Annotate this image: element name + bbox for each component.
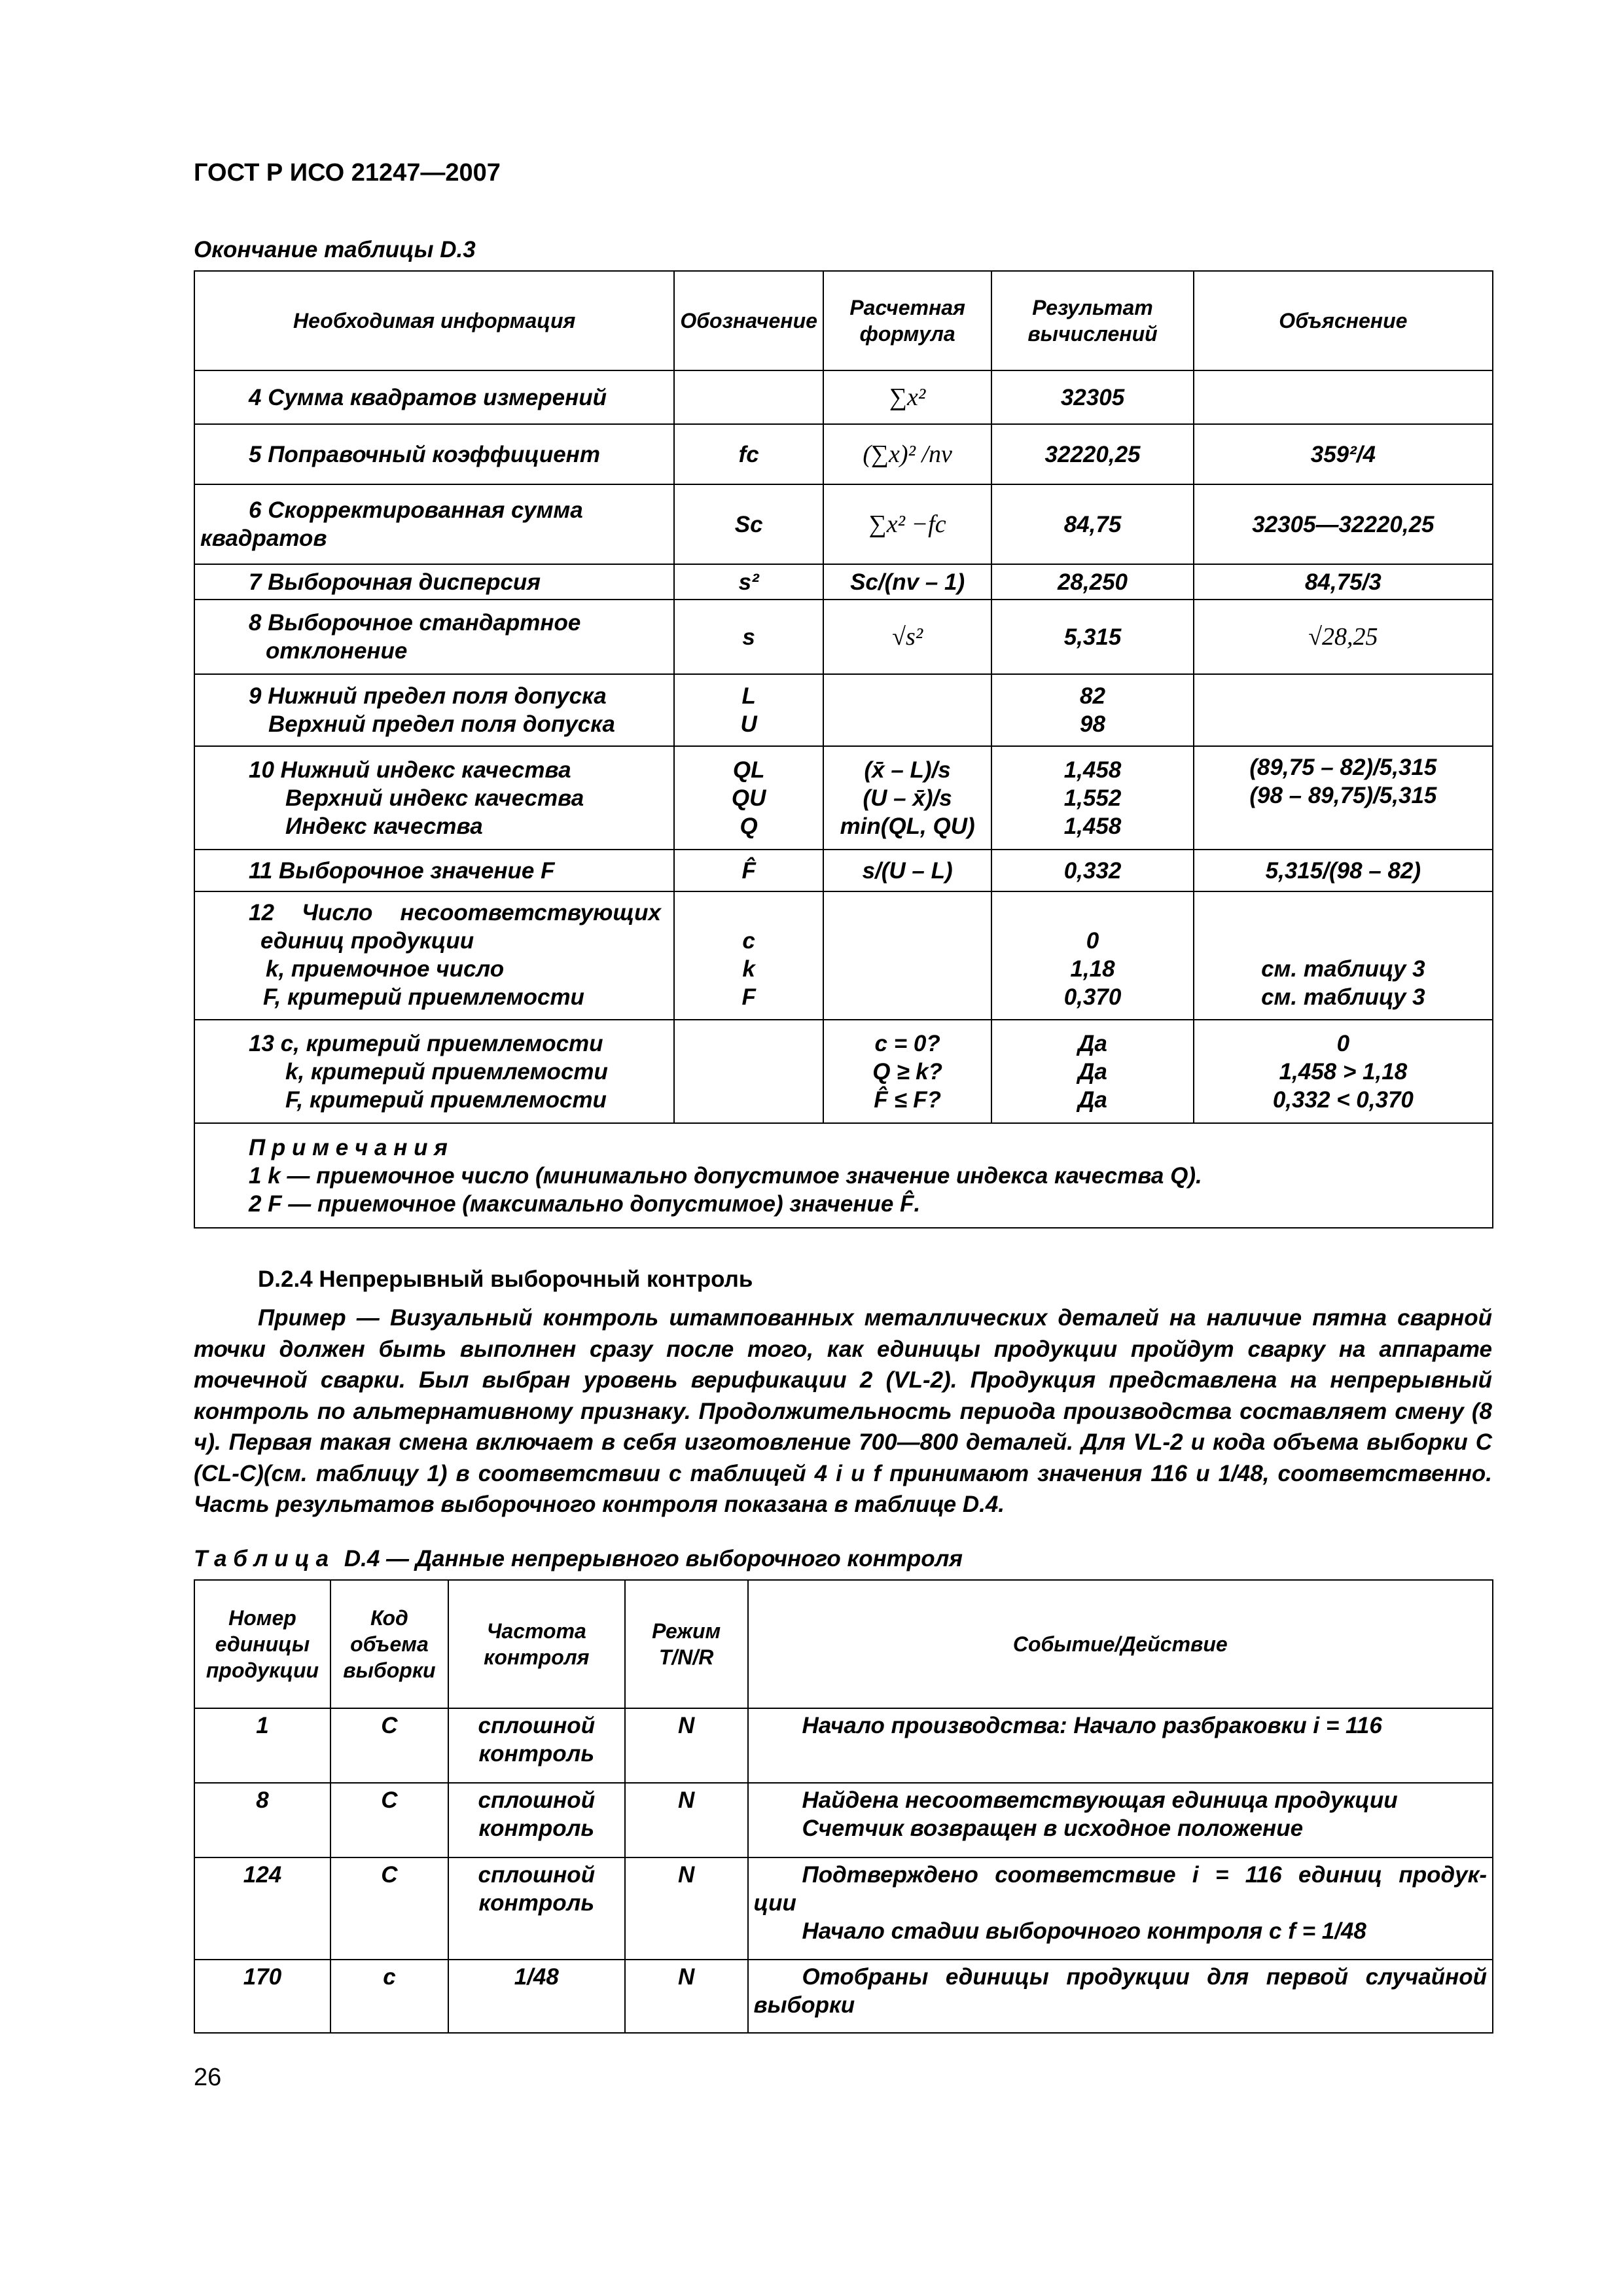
result-line: 0,370 xyxy=(1063,984,1122,1010)
mode-cell: N xyxy=(625,1960,748,2033)
frequency-cell xyxy=(448,1708,625,1783)
frequency-cell xyxy=(448,1783,625,1857)
col-header-formula: Расчетная формула xyxy=(823,271,991,370)
table-row xyxy=(194,1857,1493,1960)
symbol-cell: s² xyxy=(674,564,823,600)
info-line: 6 Скорректированная сумма xyxy=(249,497,583,523)
table-row xyxy=(194,1960,1493,2033)
col-header-symbol: Обозначение xyxy=(674,271,823,370)
symbol-cell xyxy=(674,1020,823,1123)
code-cell: C xyxy=(330,1783,448,1857)
event-line: Начало стадии выборочного контроля с f = 1/48 xyxy=(802,1918,1366,1944)
explain-cell xyxy=(1194,746,1493,850)
table-row xyxy=(194,484,1493,564)
result-cell: 84,75 xyxy=(991,484,1193,564)
info-cell xyxy=(194,600,674,674)
info-line: k, критерий приемлемости xyxy=(285,1058,608,1085)
unit-cell: 124 xyxy=(194,1857,330,1960)
info-cell xyxy=(194,484,674,564)
info-line: Верхний предел поля допуска xyxy=(268,711,615,737)
explain-cell: √28,25 xyxy=(1194,600,1493,674)
result-cell: 32305 xyxy=(991,370,1193,424)
table-d3-header-row xyxy=(194,271,1493,370)
symbol-cell xyxy=(674,891,823,1020)
info-line: квадратов xyxy=(200,526,327,551)
table-d3 xyxy=(194,270,1493,1229)
event-line: Отобраны единицы продукции для первой случайной xyxy=(802,1964,1487,1990)
table-row xyxy=(194,746,1493,850)
col-header-explain: Объяснение xyxy=(1194,271,1493,370)
symbol-cell: F̂ xyxy=(674,850,823,891)
result-cell: 28,250 xyxy=(991,564,1193,600)
formula-cell: Sc/(nv – 1) xyxy=(823,564,991,600)
event-line: Найдена несоответствующая единица продукции xyxy=(802,1787,1398,1813)
symbol-line: U xyxy=(740,711,757,737)
table-d4-caption-id: D.4 xyxy=(344,1546,380,1571)
table-row xyxy=(194,891,1493,1020)
explain-cell: 32305—32220,25 xyxy=(1194,484,1493,564)
result-line: Да xyxy=(1078,1030,1107,1056)
formula-line: (U – x̄)/s xyxy=(863,785,952,811)
mode-cell: N xyxy=(625,1708,748,1783)
info-cell xyxy=(194,746,674,850)
notes-title: П р и м е ч а н и я xyxy=(249,1134,448,1160)
formula-line: (x̄ – L)/s xyxy=(864,757,951,783)
col-header-unit: Номер единицы продукции xyxy=(194,1580,330,1708)
frequency-line: контроль xyxy=(478,1741,595,1767)
table-row xyxy=(194,850,1493,891)
table-d4-caption-rest: — Данные непрерывного выборочного контроля xyxy=(386,1546,963,1571)
formula-cell: s/(U – L) xyxy=(823,850,991,891)
explain-cell: 84,75/3 xyxy=(1194,564,1493,600)
col-header-frequency: Частота контроля xyxy=(448,1580,625,1708)
frequency-cell xyxy=(448,1857,625,1960)
table-row xyxy=(194,1708,1493,1783)
explain-cell xyxy=(1194,891,1493,1020)
col-header-event: Событие/Действие xyxy=(748,1580,1493,1708)
unit-cell: 170 xyxy=(194,1960,330,2033)
result-line: 1,458 xyxy=(1063,813,1122,839)
symbol-line: Q xyxy=(740,813,758,839)
symbol-line: k xyxy=(742,956,755,982)
info-line: 5 Поправочный коэффициент xyxy=(249,441,600,467)
notes-cell xyxy=(194,1123,1493,1228)
frequency-line: сплошной xyxy=(478,1862,596,1888)
event-cell xyxy=(748,1783,1493,1857)
formula-line: c = 0? xyxy=(874,1030,940,1056)
explain-line: 0 xyxy=(1336,1030,1350,1056)
info-line: единиц продукции xyxy=(260,928,474,954)
result-line: 82 xyxy=(1080,683,1105,709)
result-cell xyxy=(991,746,1193,850)
event-line: Подтверждено соответствие i = 116 единиц продук- xyxy=(802,1862,1487,1888)
frequency-line: 1/48 xyxy=(514,1964,559,1990)
formula-cell: ∑x² −fc xyxy=(823,484,991,564)
formula-cell: √s² xyxy=(823,600,991,674)
info-cell xyxy=(194,370,674,424)
explain-cell: 5,315/(98 – 82) xyxy=(1194,850,1493,891)
info-line: F, критерий приемлемости xyxy=(285,1086,607,1113)
formula-cell: (∑x)² /nv xyxy=(823,424,991,484)
formula-line: Q ≥ k? xyxy=(872,1058,942,1085)
event-line: Начало производства: Начало разбраковки i = 116 xyxy=(802,1713,1382,1738)
symbol-cell: Sc xyxy=(674,484,823,564)
info-cell xyxy=(194,564,674,600)
info-line: 10 Нижний индекс качества xyxy=(249,757,571,783)
frequency-line: контроль xyxy=(478,1890,595,1916)
explain-line: см. таблицу 3 xyxy=(1261,956,1425,982)
explain-line: см. таблицу 3 xyxy=(1261,984,1425,1010)
result-cell: 5,315 xyxy=(991,600,1193,674)
explain-line: (89,75 – 82)/5,315 xyxy=(1249,755,1437,780)
formula-line: F̂ ≤ F? xyxy=(874,1086,942,1113)
info-line: k, приемочное число xyxy=(266,956,505,982)
formula-line: min(QL, QU) xyxy=(840,813,975,839)
col-header-mode: Режим T/N/R xyxy=(625,1580,748,1708)
info-line: 7 Выборочная дисперсия xyxy=(249,569,541,595)
mode-cell: N xyxy=(625,1783,748,1857)
table-d4-header-row xyxy=(194,1580,1493,1708)
event-line: выборки xyxy=(753,1992,855,2018)
table-row xyxy=(194,600,1493,674)
formula-cell xyxy=(823,674,991,746)
explain-cell xyxy=(1194,674,1493,746)
info-line: F, критерий приемлемости xyxy=(263,984,584,1010)
explain-line: 1,458 > 1,18 xyxy=(1279,1058,1408,1085)
table-d3-caption: Окончание таблицы D.3 xyxy=(194,237,476,262)
frequency-line: контроль xyxy=(478,1816,595,1841)
col-header-result: Результат вычислений xyxy=(991,271,1193,370)
symbol-cell xyxy=(674,674,823,746)
table-row xyxy=(194,1783,1493,1857)
symbol-line: L xyxy=(741,683,756,709)
frequency-cell xyxy=(448,1960,625,2033)
standard-header: ГОСТ Р ИСО 21247—2007 xyxy=(194,159,501,187)
result-cell xyxy=(991,674,1193,746)
formula-cell xyxy=(823,891,991,1020)
note-line: 1 k — приемочное число (минимально допустимое значение индекса качества Q). xyxy=(249,1162,1202,1189)
symbol-cell xyxy=(674,746,823,850)
symbol-line: c xyxy=(742,928,755,954)
result-line: Да xyxy=(1078,1086,1107,1113)
event-cell xyxy=(748,1857,1493,1960)
explain-cell xyxy=(1194,370,1493,424)
code-cell: C xyxy=(330,1857,448,1960)
code-cell: c xyxy=(330,1960,448,2033)
info-line: 8 Выборочное стандартное xyxy=(249,610,581,636)
frequency-line: сплошной xyxy=(478,1713,596,1738)
info-cell xyxy=(194,891,674,1020)
info-line: отклонение xyxy=(266,638,408,664)
table-row xyxy=(194,674,1493,746)
table-d4-caption-prefix: Т а б л и ц а xyxy=(194,1546,329,1571)
frequency-line: сплошной xyxy=(478,1787,596,1813)
result-cell xyxy=(991,891,1193,1020)
page-number: 26 xyxy=(194,2064,222,2091)
example-paragraph: Пример — Визуальный контроль штампованных металлических деталей на наличие пятна сварной точки должен быть выполнен сразу после того, как единицы продукции пройдут сварку на аппарате точечной сварки. Был выбран уровень верификации 2 (VL-2). Продукция представлена на непрерывный контроль по альтернативному признаку. Продолжительность периода производства составляет смену (8 ч). Первая такая смена включает в себя изготовление 700—800 деталей. Для VL-2 и кода объема выборки C (CL-C)(см. таблицу 1) в соответствии с таблицей 4 i и f принимают значения 116 и 1/48, соответственно. Часть результатов выборочного контроля показана в таблице D.4. xyxy=(194,1305,1492,1517)
symbol-line: F xyxy=(741,984,756,1010)
info-line: 9 Нижний предел поля допуска xyxy=(249,683,607,709)
info-line: 4 Сумма квадратов измерений xyxy=(249,384,607,410)
table-row xyxy=(194,424,1493,484)
event-line: ции xyxy=(753,1890,796,1916)
info-cell xyxy=(194,674,674,746)
result-line: 98 xyxy=(1080,711,1105,737)
symbol-line: QU xyxy=(731,785,766,811)
symbol-cell: s xyxy=(674,600,823,674)
table-d4-caption xyxy=(194,1546,963,1572)
section-heading: D.2.4 Непрерывный выборочный контроль xyxy=(258,1266,753,1292)
formula-cell: ∑x² xyxy=(823,370,991,424)
symbol-line: QL xyxy=(732,757,765,783)
formula-cell xyxy=(823,746,991,850)
note-line: 2 F — приемочное (максимально допустимое) значение F̂. xyxy=(249,1191,921,1217)
result-line: Да xyxy=(1078,1058,1107,1085)
unit-cell: 1 xyxy=(194,1708,330,1783)
event-cell xyxy=(748,1960,1493,2033)
result-line: 1,18 xyxy=(1070,956,1115,982)
result-line: 0 xyxy=(1086,928,1099,954)
result-cell: 32220,25 xyxy=(991,424,1193,484)
symbol-cell xyxy=(674,370,823,424)
explain-line: (98 – 89,75)/5,315 xyxy=(1249,783,1437,808)
info-line: 12 Число несоответствующих xyxy=(249,900,661,925)
event-cell xyxy=(748,1708,1493,1783)
event-line: Счетчик возвращен в исходное положение xyxy=(802,1816,1304,1841)
info-cell xyxy=(194,424,674,484)
code-cell: C xyxy=(330,1708,448,1783)
table-row xyxy=(194,370,1493,424)
result-cell xyxy=(991,1020,1193,1123)
unit-cell: 8 xyxy=(194,1783,330,1857)
explain-line: 0,332 < 0,370 xyxy=(1272,1086,1414,1113)
formula-cell xyxy=(823,1020,991,1123)
col-header-code: Код объема выборки xyxy=(330,1580,448,1708)
table-row xyxy=(194,1020,1493,1123)
table-d4 xyxy=(194,1579,1493,2034)
info-cell xyxy=(194,850,674,891)
explain-cell: 359²/4 xyxy=(1194,424,1493,484)
col-header-info: Необходимая информация xyxy=(194,271,674,370)
info-cell xyxy=(194,1020,674,1123)
mode-cell: N xyxy=(625,1857,748,1960)
info-line: 13 c, критерий приемлемости xyxy=(249,1030,603,1056)
explain-cell xyxy=(1194,1020,1493,1123)
info-line: 11 Выборочное значение F xyxy=(249,857,555,884)
table-row xyxy=(194,564,1493,600)
info-line: Верхний индекс качества xyxy=(285,785,584,811)
info-line: Индекс качества xyxy=(285,813,483,839)
result-line: 1,458 xyxy=(1063,757,1122,783)
table-notes-row xyxy=(194,1123,1493,1228)
symbol-cell: fc xyxy=(674,424,823,484)
result-line: 1,552 xyxy=(1063,785,1122,811)
result-cell: 0,332 xyxy=(991,850,1193,891)
